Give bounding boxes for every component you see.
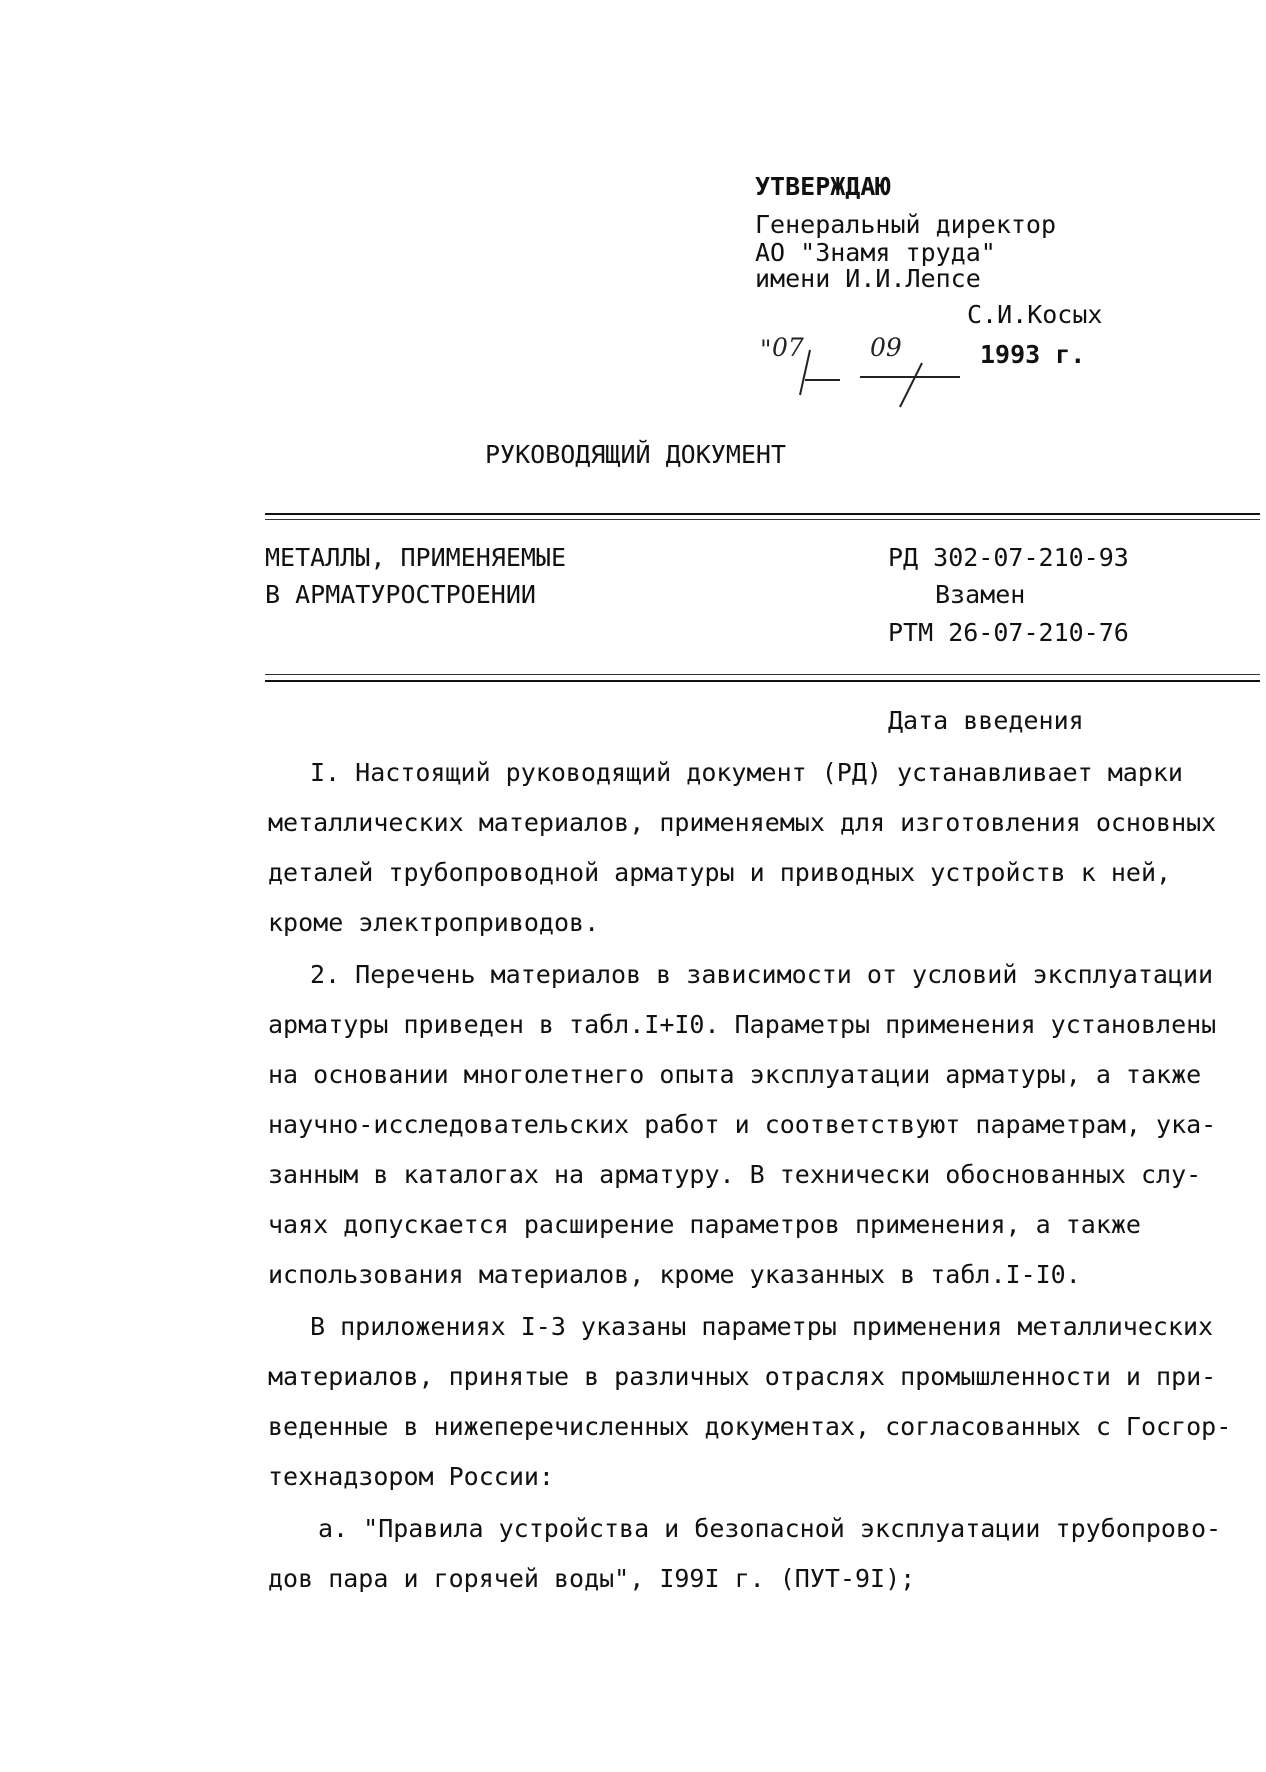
paragraph-line: использования материалов, кроме указанных в табл.I-I0. [268,1260,1081,1289]
top-rule-thin [265,519,1260,520]
date-day-handwritten: 07 [772,333,804,362]
document-title-line1: МЕТАЛЛЫ, ПРИМЕНЯЕМЫЕ [265,543,567,572]
paragraph-line: научно-исследовательских работ и соответствуют параметрам, ука- [268,1110,1217,1139]
paragraph-line: В приложениях I-3 указаны параметры применения металлических [310,1312,1214,1341]
signature-strokes [760,345,980,415]
approver-position-line3: имени И.И.Лепсе [755,264,981,293]
document-code: РД 302-07-210-93 [888,543,1129,572]
document-type-heading: РУКОВОДЯЩИЙ ДОКУМЕНТ [485,440,787,469]
paragraph-line: материалов, принятые в различных отраслях промышленности и при- [268,1362,1217,1391]
paragraph-line: дов пара и горячей воды", I99I г. (ПУТ-9I); [268,1564,916,1593]
paragraph-line: на основании многолетнего опыта эксплуатации арматуры, а также [268,1060,1202,1089]
paragraph-line: 2. Перечень материалов в зависимости от условий эксплуатации [310,960,1214,989]
date-open-quote: " [760,335,772,364]
replaces-code: РТМ 26-07-210-76 [888,618,1129,647]
approver-signatory: С.И.Косых [967,300,1103,329]
approval-heading: УТВЕРЖДАЮ [755,172,891,201]
paragraph-line: I. Настоящий руководящий документ (РД) устанавливает марки [310,758,1183,787]
paragraph-line: а. "Правила устройства и безопасной эксплуатации трубопрово- [318,1514,1222,1543]
bottom-rule-thin [265,674,1260,675]
paragraph-line: технадзором России: [268,1462,554,1491]
paragraph-line: металлических материалов, применяемых для изготовления основных [268,808,1217,837]
document-title-line2: В АРМАТУРОСТРОЕНИИ [265,580,536,609]
bottom-rule [265,680,1260,682]
replaces-label: Взамен [935,580,1026,609]
approver-position-line1: Генеральный директор [755,210,1057,239]
intro-date-label: Дата введения [888,706,1084,735]
date-month-handwritten: 09 [870,333,902,362]
paragraph-line: чаях допускается расширение параметров применения, а также [268,1210,1141,1239]
approver-position-line2: АО "Знамя труда" [755,238,996,267]
paragraph-line: арматуры приведен в табл.I+I0. Параметры применения установлены [268,1010,1217,1039]
top-rule [265,513,1260,515]
paragraph-line: занным в каталогах на арматуру. В технически обоснованных слу- [268,1160,1202,1189]
paragraph-line: кроме электроприводов. [268,908,600,937]
date-year: 1993 г. [980,340,1086,369]
paragraph-line: деталей трубопроводной арматуры и приводных устройств к ней, [268,858,1172,887]
paragraph-line: веденные в нижеперечисленных документах, согласованных с Госгор- [268,1412,1232,1441]
